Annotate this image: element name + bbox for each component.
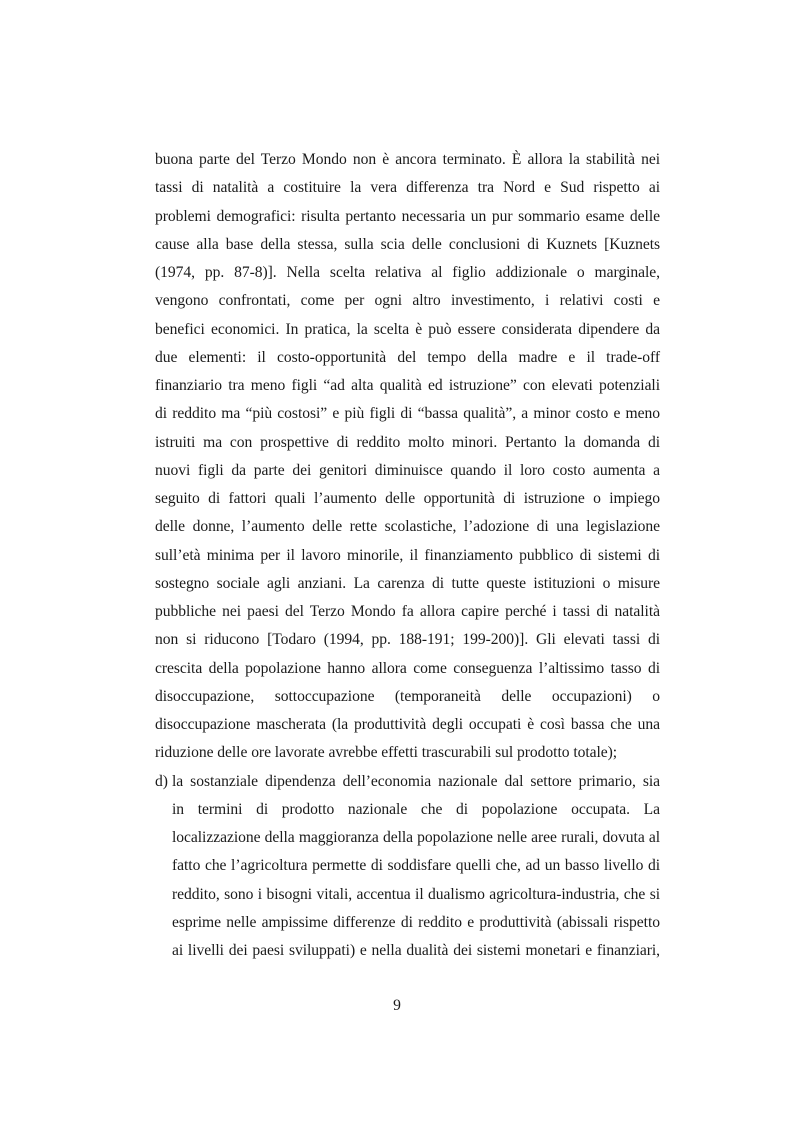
body-text	[155, 146, 660, 965]
text-line: pubbliche nei paesi del Terzo Mondo fa allora capire perché i tassi di natalità	[155, 603, 660, 620]
text-line: buona parte del Terzo Mondo non è ancora terminato. È allora la stabilità nei	[155, 151, 660, 168]
text-line: in termini di prodotto nazionale che di popolazione occupata. La	[172, 800, 660, 818]
text-line: due elementi: il costo-opportunità del tempo della madre e il trade-off	[155, 348, 660, 366]
text-line: disoccupazione, sottoccupazione (temporaneità delle occupazioni) o	[155, 687, 660, 705]
text-line: nuovi figli da parte dei genitori diminuisce quando il loro costo aumenta a	[155, 461, 660, 479]
text-line: la sostanziale dipendenza dell’economia nazionale dal settore primario, sia	[172, 772, 660, 790]
text-line: esprime nelle ampissime differenze di reddito e produttività (abissali rispetto	[172, 913, 660, 931]
text-line: vengono confrontati, come per ogni altro investimento, i relativi costi e	[155, 292, 660, 310]
text-line: ai livelli dei paesi sviluppati) e nella dualità dei sistemi monetari e finanziari,	[172, 942, 660, 959]
text-line: fatto che l’agricoltura permette di soddisfare quelli che, ad un basso livello di	[172, 857, 660, 875]
text-line: finanziario tra meno figli “ad alta qualità ed istruzione” con elevati potenziali	[155, 377, 660, 394]
list-item-marker: d)	[155, 772, 168, 790]
page-number: 9	[393, 997, 401, 1014]
text-line: (1974, pp. 87-8)]. Nella scelta relativa al figlio addizionale o marginale,	[155, 264, 660, 281]
text-line: disoccupazione mascherata (la produttività degli occupati è così bassa che una	[155, 716, 660, 733]
text-line: non si riducono [Todaro (1994, pp. 188-191; 199-200)]. Gli elevati tassi di	[155, 631, 660, 649]
text-line: problemi demografici: risulta pertanto necessaria un pur sommario esame delle	[155, 207, 660, 225]
text-line: sostegno sociale agli anziani. La carenza di tutte queste istituzioni o misure	[155, 574, 660, 592]
text-line: seguito di fattori quali l’aumento delle opportunità di istruzione o impiego	[155, 490, 660, 507]
list-item-d	[155, 768, 660, 796]
text-line: tassi di natalità a costituire la vera differenza tra Nord e Sud rispetto ai	[155, 179, 660, 197]
text-line: sull’età minima per il lavoro minorile, il finanziamento pubblico di sistemi di	[155, 546, 660, 564]
text-line: riduzione delle ore lavorate avrebbe effetti trascurabili sul prodotto totale);	[155, 744, 618, 762]
text-line: crescita della popolazione hanno allora come conseguenza l’altissimo tasso di	[155, 659, 660, 677]
text-line: istruiti ma con prospettive di reddito molto minori. Pertanto la domanda di	[155, 433, 660, 451]
text-line: di reddito ma “più costosi” e più figli di “bassa qualità”, a minor costo e meno	[155, 405, 660, 423]
text-line: localizzazione della maggioranza della popolazione nelle aree rurali, dovuta al	[172, 829, 660, 846]
text-line: cause alla base della stessa, sulla scia delle conclusioni di Kuznets [Kuznets	[155, 235, 660, 253]
text-line: reddito, sono i bisogni vitali, accentua il dualismo agricoltura-industria, che si	[172, 885, 660, 903]
text-line: delle donne, l’aumento delle rette scolastiche, l’adozione di una legislazione	[155, 518, 660, 536]
text-line: benefici economici. In pratica, la scelta è può essere considerata dipendere da	[155, 320, 660, 338]
